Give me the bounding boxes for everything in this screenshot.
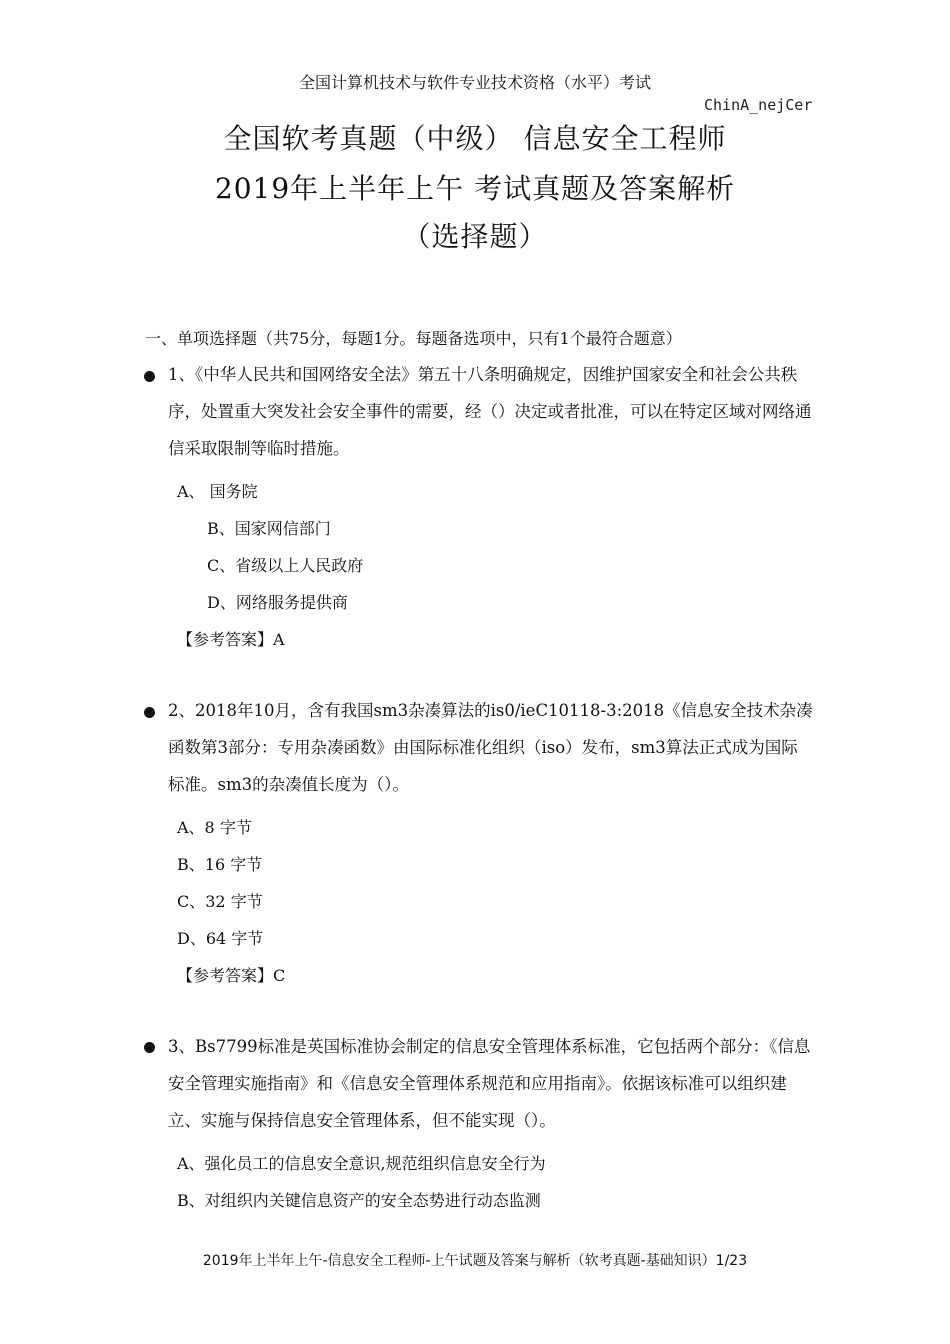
- question-2-answer: 【参考答案】C: [177, 966, 286, 985]
- exam-header: 全国计算机技术与软件专业技术资格（水平）考试: [298, 73, 651, 92]
- section-heading: 一、单项选择题（共75分，每题1分。每题备选项中，只有1个最符合题意）: [145, 329, 682, 348]
- question-2-option-d: D、64 字节: [177, 929, 264, 948]
- question-1-option-b: B、国家网信部门: [207, 519, 331, 538]
- question-2-option-a: A、8 字节: [177, 818, 252, 837]
- page-footer: 2019年上半年上午-信息安全工程师-上午试题及答案与解析（软考真题-基础知识）1/23: [202, 1253, 748, 1269]
- bullet-icon: [144, 707, 155, 718]
- question-1-text: 1、《中华人民共和国网络安全法》第五十八条明确规定，因维护国家安全和社会公共秩序，处置重大突发社会安全事件的需要，经（）决定或者批准，可以在特定区域对网络通信采取限制等临时措施。: [168, 365, 812, 458]
- bullet-icon: [144, 371, 155, 382]
- question-3-option-a: A、强化员工的信息安全意识,规范组织信息安全行为: [177, 1154, 546, 1173]
- question-3-text: 3、Bs7799标准是英国标准协会制定的信息安全管理体系标准，它包括两个部分：《信息安全管理实施指南》和《信息安全管理体系规范和应用指南》。依据该标准可以组织建立、实施与保持信息安全管理体系，但不能实现（）。: [168, 1037, 811, 1130]
- question-3-option-b: B、对组织内关键信息资产的安全态势进行动态监测: [177, 1191, 541, 1210]
- question-1-option-d: D、网络服务提供商: [207, 593, 348, 612]
- question-2-option-b: B、16 字节: [177, 855, 263, 874]
- question-2-option-c: C、32 字节: [177, 892, 263, 911]
- bullet-icon: [144, 1042, 155, 1053]
- question-1-option-c: C、省级以上人民政府: [207, 556, 364, 575]
- question-1-option-a: A、 国务院: [177, 482, 258, 501]
- watermark-text: ChinA_nejCer: [704, 96, 813, 114]
- question-1-answer: 【参考答案】A: [177, 630, 285, 649]
- page-title-line-2: 2019年上半年上午 考试真题及答案解析: [214, 172, 736, 205]
- page-title-line-3: （选择题）: [402, 220, 548, 253]
- question-2-text: 2、2018年10月，含有我国sm3杂凑算法的is0/ieC10118-3:2018《信息安全技术杂凑函数第3部分：专用杂凑函数》由国际标准化组织（iso）发布，sm3算法正式成为国际标准。sm3的杂凑值长度为（）。: [168, 701, 813, 794]
- page-title-line-1: 全国软考真题（中级） 信息安全工程师: [223, 122, 727, 155]
